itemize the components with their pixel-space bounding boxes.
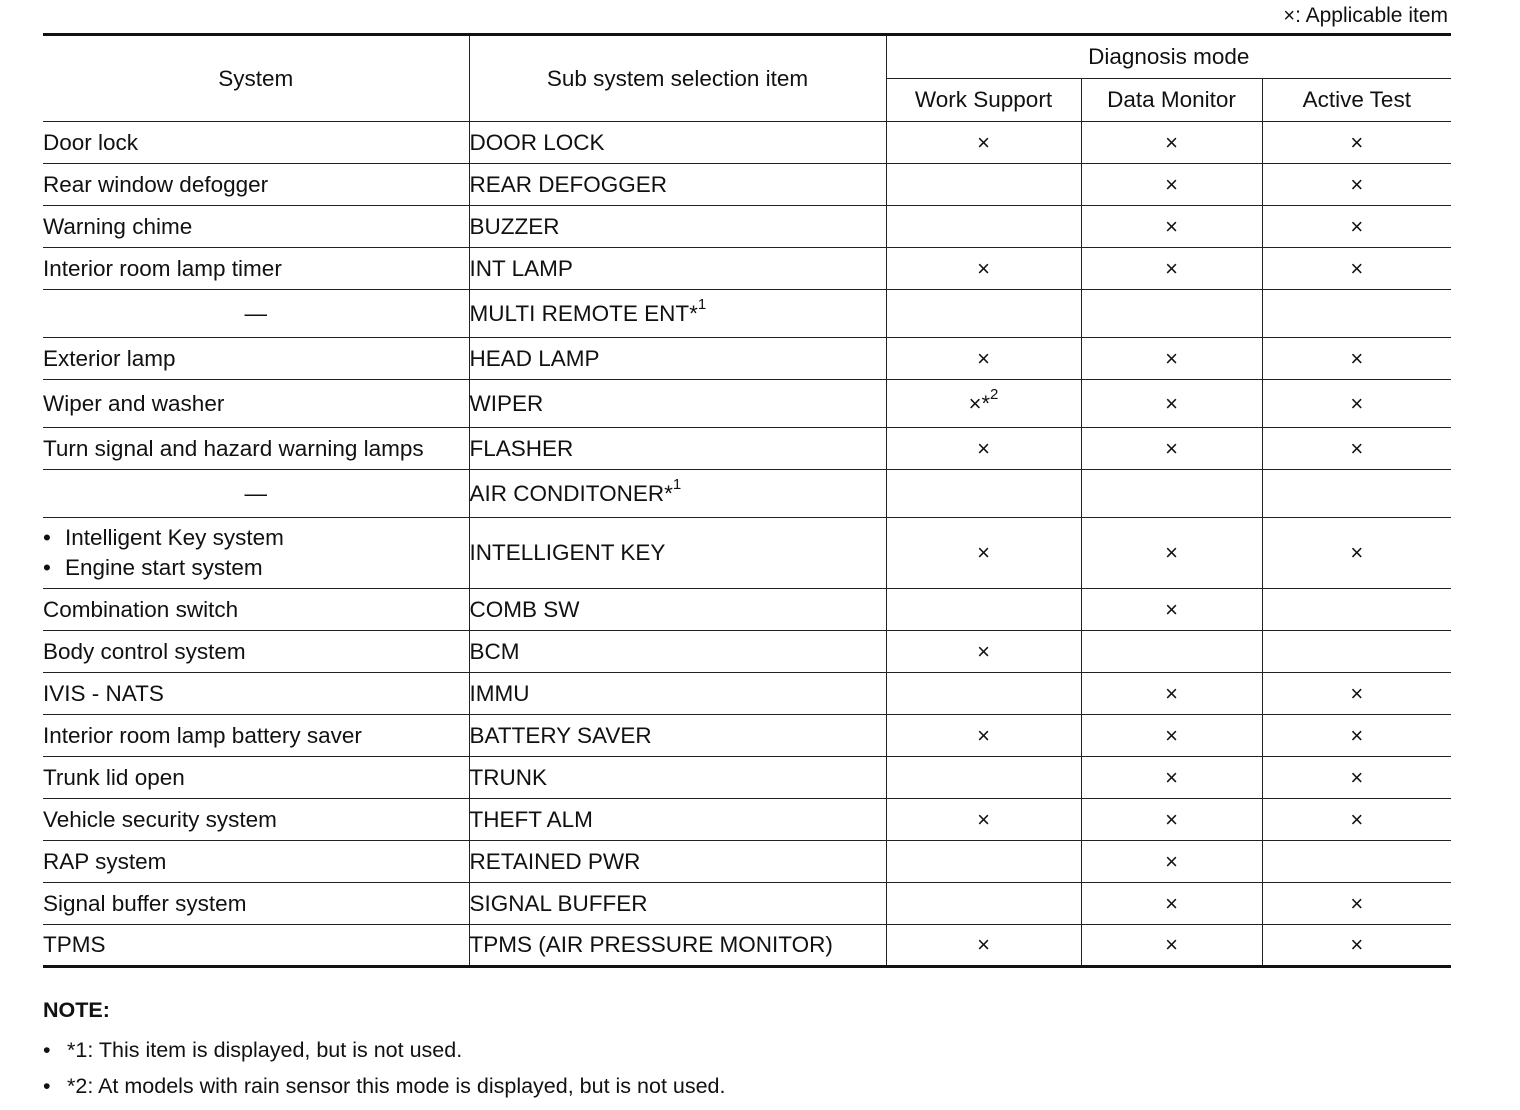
table-row — [43, 380, 1451, 428]
applicable-mark: × — [1350, 932, 1364, 957]
system-list-item: • Intelligent Key system — [43, 523, 469, 553]
sub-system-label: BATTERY SAVER — [469, 722, 652, 748]
active-test-cell — [1262, 122, 1451, 164]
sub-system-cell — [469, 338, 886, 380]
sub-system-cell — [469, 799, 886, 841]
active-test-cell — [1262, 715, 1451, 757]
work-support-cell — [886, 248, 1081, 290]
data-monitor-cell — [1081, 799, 1262, 841]
applicable-mark: × — [1165, 890, 1178, 916]
system-cell: — — [43, 470, 469, 518]
data-monitor-cell — [1081, 673, 1262, 715]
applicable-mark: × — [1165, 171, 1178, 197]
work-support-cell — [886, 841, 1081, 883]
applicable-mark: × — [1165, 764, 1178, 790]
active-test-cell — [1262, 518, 1451, 589]
table-row — [43, 428, 1451, 470]
note-section — [43, 998, 725, 1104]
sub-system-cell — [469, 925, 886, 967]
sub-system-cell — [469, 164, 886, 206]
work-support-cell — [886, 757, 1081, 799]
sub-system-cell — [469, 518, 886, 589]
active-test-cell — [1262, 206, 1451, 248]
data-monitor-cell — [1081, 841, 1262, 883]
table-row — [43, 470, 1451, 518]
applicable-mark: × — [1350, 129, 1364, 155]
applicable-mark: × — [977, 932, 990, 957]
sub-system-label: BCM — [469, 638, 520, 664]
work-support-cell — [886, 122, 1081, 164]
applicable-mark: × — [977, 345, 990, 371]
sub-system-label: REAR DEFOGGER — [469, 171, 668, 197]
work-support-cell — [886, 715, 1081, 757]
sub-system-label: AIR CONDITONER* — [469, 480, 673, 506]
sub-system-label: IMMU — [469, 680, 530, 706]
applicable-mark: × — [1350, 680, 1364, 706]
sub-system-label: SIGNAL BUFFER — [469, 890, 648, 916]
header-system: System — [43, 35, 469, 122]
system-cell: IVIS - NATS — [43, 673, 469, 715]
table-row — [43, 925, 1451, 967]
sub-system-cell — [469, 380, 886, 428]
active-test-cell — [1262, 248, 1451, 290]
data-monitor-cell — [1081, 757, 1262, 799]
data-monitor-cell — [1081, 206, 1262, 248]
active-test-cell — [1262, 164, 1451, 206]
applicable-mark: × — [1350, 345, 1364, 371]
note-title: NOTE: — [43, 998, 110, 1022]
system-cell: Turn signal and hazard warning lamps — [43, 428, 469, 470]
applicable-item-legend — [1283, 4, 1448, 28]
data-monitor-cell — [1081, 338, 1262, 380]
sub-system-label: COMB SW — [469, 596, 580, 622]
header-active-test: Active Test — [1262, 79, 1451, 122]
system-cell: Exterior lamp — [43, 338, 469, 380]
sub-system-cell — [469, 715, 886, 757]
header-sub-system: Sub system selection item — [469, 35, 886, 122]
active-test-cell — [1262, 589, 1451, 631]
applicable-mark: × — [1350, 722, 1364, 748]
sub-system-label: INTELLIGENT KEY — [469, 540, 666, 565]
header-work-support: Work Support — [886, 79, 1081, 122]
work-support-cell — [886, 589, 1081, 631]
system-cell: RAP system — [43, 841, 469, 883]
sub-system-cell — [469, 841, 886, 883]
applicable-mark: × — [977, 129, 990, 155]
system-cell — [43, 518, 469, 589]
applicable-mark: × — [977, 540, 990, 565]
work-support-cell — [886, 925, 1081, 967]
legend-text: : Applicable item — [1295, 4, 1448, 27]
footnote-marker: 2 — [990, 386, 999, 404]
applicable-mark: × — [1350, 255, 1364, 281]
applicable-mark: × — [1350, 435, 1364, 461]
active-test-cell — [1262, 428, 1451, 470]
applicable-mark: × — [1165, 213, 1178, 239]
work-support-cell — [886, 428, 1081, 470]
applicable-mark: × — [1165, 680, 1178, 706]
table-row — [43, 206, 1451, 248]
system-cell: Vehicle security system — [43, 799, 469, 841]
table-row — [43, 518, 1451, 589]
table-row — [43, 631, 1451, 673]
sub-system-label: DOOR LOCK — [469, 129, 605, 155]
sub-system-label: BUZZER — [469, 213, 560, 239]
system-cell: Wiper and washer — [43, 380, 469, 428]
data-monitor-cell — [1081, 883, 1262, 925]
active-test-cell — [1262, 338, 1451, 380]
system-cell: Door lock — [43, 122, 469, 164]
system-cell: TPMS — [43, 925, 469, 967]
work-support-cell — [886, 338, 1081, 380]
active-test-cell — [1262, 757, 1451, 799]
sub-system-cell — [469, 290, 886, 338]
system-cell: Interior room lamp battery saver — [43, 715, 469, 757]
system-cell: Body control system — [43, 631, 469, 673]
applicable-mark: × — [1165, 722, 1178, 748]
data-monitor-cell — [1081, 428, 1262, 470]
note-item-2: • *2: At models with rain sensor this mode is displayed, but is not used. — [43, 1068, 725, 1104]
active-test-cell — [1262, 470, 1451, 518]
applicable-mark: × — [1165, 255, 1178, 281]
active-test-cell — [1262, 841, 1451, 883]
system-cell: Signal buffer system — [43, 883, 469, 925]
applicable-mark: × — [1165, 540, 1178, 565]
active-test-cell — [1262, 799, 1451, 841]
data-monitor-cell — [1081, 122, 1262, 164]
table-body — [43, 122, 1451, 967]
system-cell: Combination switch — [43, 589, 469, 631]
applicable-mark: × — [1350, 171, 1364, 197]
table-row — [43, 883, 1451, 925]
sub-system-cell — [469, 673, 886, 715]
applicable-mark: × — [1165, 932, 1178, 957]
system-list — [43, 523, 469, 583]
applicable-mark: × — [1350, 764, 1364, 790]
sub-system-cell — [469, 206, 886, 248]
footnote-marker: 1 — [697, 296, 707, 313]
active-test-cell — [1262, 631, 1451, 673]
active-test-cell — [1262, 290, 1451, 338]
footnote-marker: 1 — [672, 476, 682, 493]
applicable-mark: × — [1165, 848, 1178, 874]
sub-system-label: MULTI REMOTE ENT* — [469, 300, 698, 326]
sub-system-cell — [469, 883, 886, 925]
system-cell: Rear window defogger — [43, 164, 469, 206]
applicable-mark: × — [1165, 129, 1178, 155]
sub-system-label: THEFT ALM — [469, 806, 593, 832]
data-monitor-cell — [1081, 248, 1262, 290]
active-test-cell — [1262, 925, 1451, 967]
applicable-mark: × — [977, 435, 990, 461]
sub-system-label: TPMS (AIR PRESSURE MONITOR) — [469, 932, 833, 957]
work-support-cell — [886, 380, 1081, 428]
system-cell: Interior room lamp timer — [43, 248, 469, 290]
applicable-mark: × — [1350, 890, 1364, 916]
sub-system-cell — [469, 248, 886, 290]
applicable-mark: × — [1165, 390, 1178, 416]
active-test-cell — [1262, 883, 1451, 925]
work-support-cell — [886, 290, 1081, 338]
applicable-mark: ×* — [968, 390, 991, 416]
data-monitor-cell — [1081, 631, 1262, 673]
work-support-cell — [886, 799, 1081, 841]
sub-system-cell — [469, 631, 886, 673]
sub-system-cell — [469, 757, 886, 799]
sub-system-label: FLASHER — [469, 435, 574, 461]
data-monitor-cell — [1081, 290, 1262, 338]
work-support-cell — [886, 631, 1081, 673]
active-test-cell — [1262, 673, 1451, 715]
data-monitor-cell — [1081, 164, 1262, 206]
applicable-mark: × — [977, 255, 990, 281]
table-row — [43, 338, 1451, 380]
table-row — [43, 715, 1451, 757]
note-item-1: • *1: This item is displayed, but is not used. — [43, 1032, 725, 1068]
data-monitor-cell — [1081, 470, 1262, 518]
table-row — [43, 841, 1451, 883]
applicable-mark: × — [977, 806, 990, 832]
sub-system-cell — [469, 122, 886, 164]
table-row — [43, 122, 1451, 164]
applicable-mark: × — [1165, 435, 1178, 461]
work-support-cell — [886, 206, 1081, 248]
sub-system-label: TRUNK — [469, 764, 547, 790]
applicable-mark: × — [1350, 540, 1364, 565]
applicable-mark: × — [1350, 390, 1364, 416]
diagnosis-mode-table — [43, 33, 1451, 968]
sub-system-label: HEAD LAMP — [469, 345, 600, 371]
applicable-mark: × — [1165, 596, 1178, 622]
work-support-cell — [886, 883, 1081, 925]
applicable-mark: × — [1165, 806, 1178, 832]
sub-system-cell — [469, 428, 886, 470]
applicable-mark: × — [1350, 213, 1364, 239]
applicable-mark: × — [1165, 345, 1178, 371]
table-row — [43, 589, 1451, 631]
system-cell: — — [43, 290, 469, 338]
work-support-cell — [886, 470, 1081, 518]
table-row — [43, 757, 1451, 799]
sub-system-cell — [469, 589, 886, 631]
table-row — [43, 164, 1451, 206]
sub-system-label: INT LAMP — [469, 255, 573, 281]
data-monitor-cell — [1081, 715, 1262, 757]
data-monitor-cell — [1081, 589, 1262, 631]
work-support-cell — [886, 518, 1081, 589]
applicable-mark: × — [1350, 806, 1364, 832]
system-list-item: • Engine start system — [43, 553, 469, 583]
sub-system-cell — [469, 470, 886, 518]
data-monitor-cell — [1081, 380, 1262, 428]
table-row — [43, 673, 1451, 715]
sub-system-label: WIPER — [469, 390, 544, 416]
work-support-cell — [886, 164, 1081, 206]
work-support-cell — [886, 673, 1081, 715]
data-monitor-cell — [1081, 925, 1262, 967]
sub-system-label: RETAINED PWR — [469, 848, 641, 874]
table-row — [43, 290, 1451, 338]
applicable-mark: × — [977, 638, 990, 664]
system-cell: Warning chime — [43, 206, 469, 248]
data-monitor-cell — [1081, 518, 1262, 589]
applicable-mark: × — [977, 722, 990, 748]
table-row — [43, 799, 1451, 841]
applicable-mark: × — [1283, 5, 1296, 27]
header-diagnosis-mode: Diagnosis mode — [886, 35, 1451, 79]
table-row — [43, 248, 1451, 290]
active-test-cell — [1262, 380, 1451, 428]
system-cell: Trunk lid open — [43, 757, 469, 799]
header-data-monitor: Data Monitor — [1081, 79, 1262, 122]
